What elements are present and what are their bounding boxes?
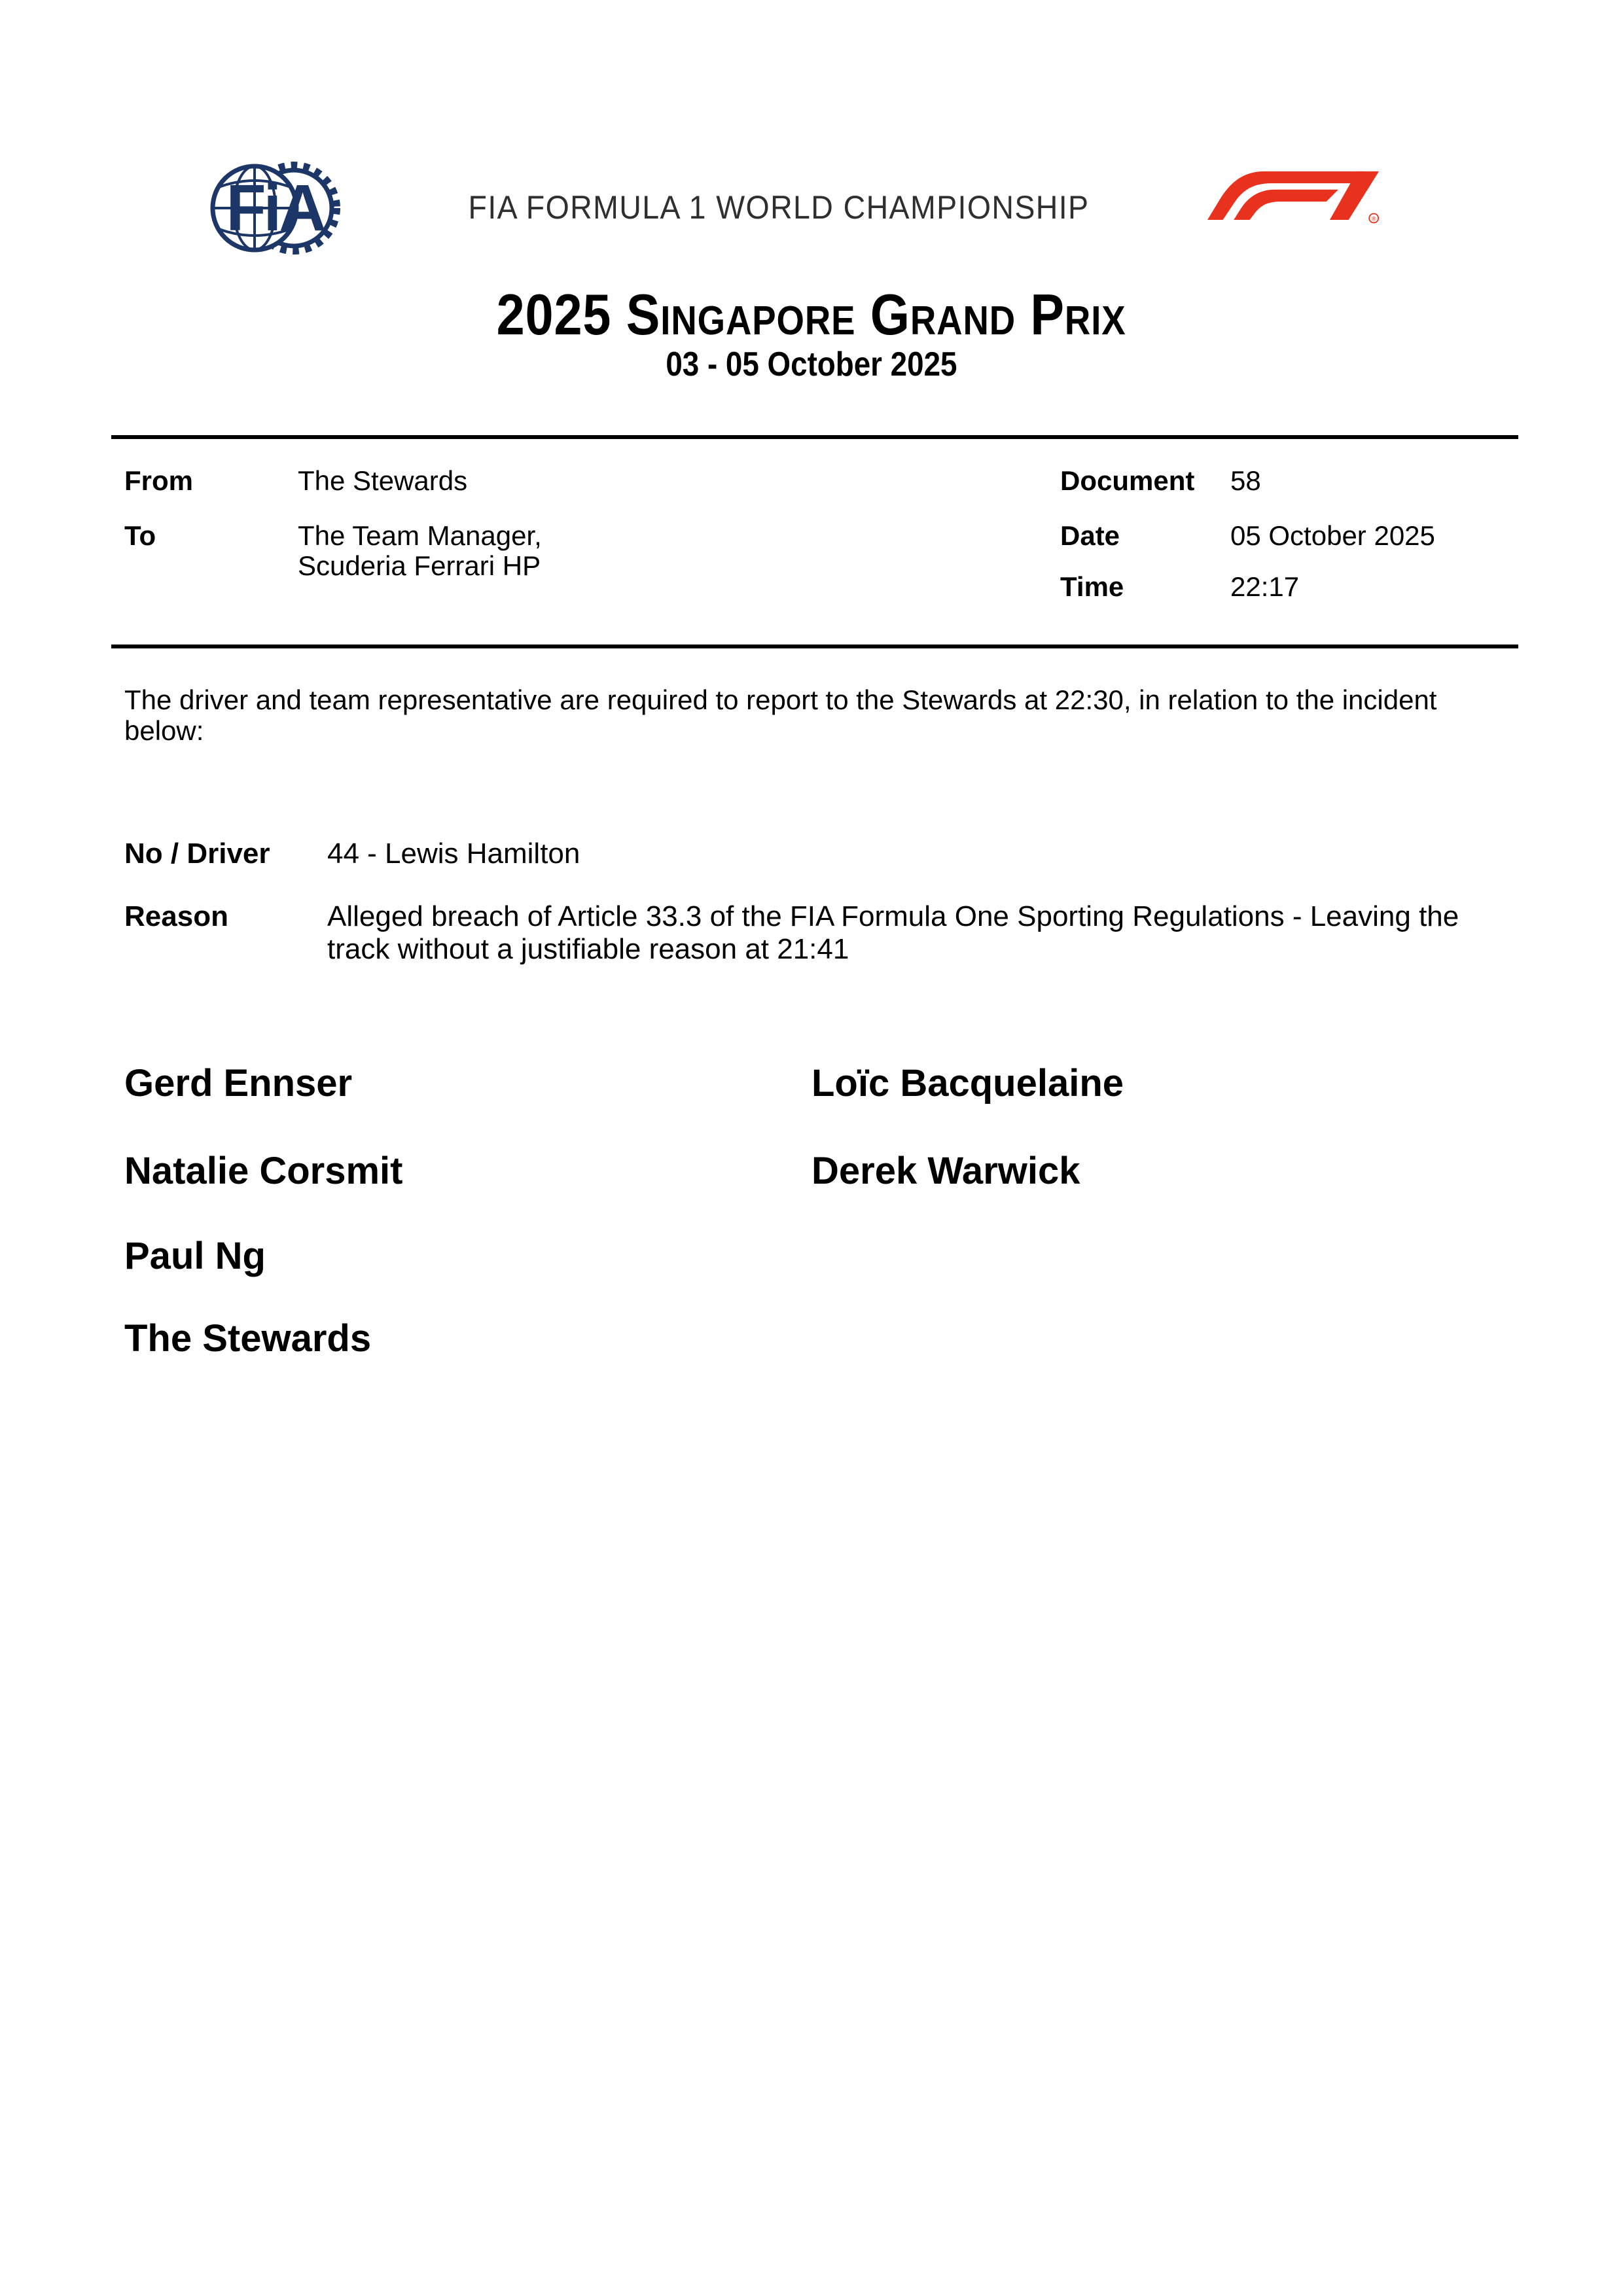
- stewards-closing: The Stewards: [124, 1317, 372, 1360]
- subtitle-row: [0, 345, 1623, 384]
- title-row: [0, 281, 1623, 348]
- date-row: [1060, 521, 1435, 551]
- fia-logo: [209, 150, 340, 266]
- championship-heading: FIA FORMULA 1 WORLD CHAMPIONSHIP: [468, 189, 1090, 226]
- document-row: [1060, 466, 1261, 496]
- registered-mark: ®: [1371, 215, 1376, 223]
- time-label: Time: [1060, 571, 1124, 602]
- time-value: 22:17: [1230, 571, 1300, 602]
- to-value: [298, 521, 542, 581]
- from-label: From: [124, 465, 193, 496]
- summons-paragraph: The driver and team representative are required to report to the Stewards at 22:30, in relation to the incident below:: [124, 684, 1437, 746]
- divider-bottom: [111, 645, 1518, 648]
- no-driver-row: [124, 838, 580, 870]
- date-value: 05 October 2025: [1230, 520, 1435, 551]
- from-value: The Stewards: [298, 465, 468, 496]
- reason-value: Alleged breach of Article 33.3 of the FIA Formula One Sporting Regulations - Leaving the track without a justifiable reason at 21:41: [327, 900, 1459, 965]
- steward-name: Natalie Corsmit: [124, 1150, 403, 1192]
- to-value-line1: The Team Manager,: [298, 520, 542, 551]
- f1-logo: [1207, 170, 1379, 225]
- no-driver-label: No / Driver: [124, 838, 270, 870]
- to-value-line2: Scuderia Ferrari HP: [298, 550, 541, 581]
- date-label: Date: [1060, 520, 1120, 551]
- reason-label: Reason: [124, 900, 228, 932]
- page-title: 2025 Singapore Grand Prix: [497, 282, 1126, 347]
- steward-name: Paul Ng: [124, 1235, 266, 1277]
- reason-row: [124, 900, 1525, 966]
- divider-top: [111, 435, 1518, 439]
- time-row: [1060, 572, 1299, 602]
- from-row: [124, 466, 467, 496]
- steward-name: Loïc Bacquelaine: [812, 1062, 1124, 1104]
- to-label: To: [124, 520, 156, 551]
- steward-name: Gerd Ennser: [124, 1062, 353, 1104]
- f1-logo-graphic: [1207, 170, 1379, 225]
- fia-logo-graphic: [209, 150, 340, 266]
- fia-logo-letters: FiA: [226, 171, 324, 245]
- document-label: Document: [1060, 465, 1195, 496]
- event-dates: 03 - 05 October 2025: [666, 345, 957, 383]
- document-number: 58: [1230, 465, 1261, 496]
- steward-name: Derek Warwick: [812, 1150, 1080, 1192]
- no-driver-value: 44 - Lewis Hamilton: [327, 838, 580, 870]
- to-row: [124, 521, 542, 581]
